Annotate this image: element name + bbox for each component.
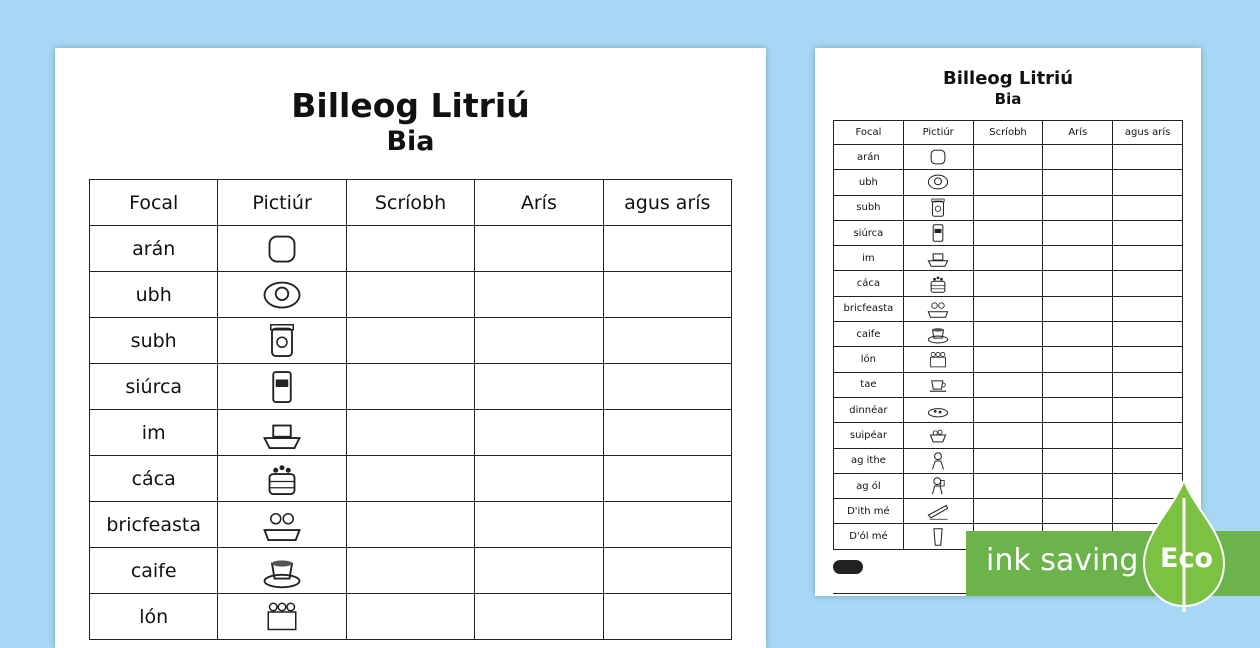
table-row xyxy=(834,372,1183,397)
again-cell[interactable] xyxy=(1043,271,1113,296)
again-and-again-cell[interactable] xyxy=(1113,397,1183,422)
picture-cell xyxy=(903,397,973,422)
table-row xyxy=(90,318,732,364)
write-cell[interactable] xyxy=(346,272,474,318)
supper-icon xyxy=(927,424,949,446)
column-header: Focal xyxy=(90,180,218,226)
again-cell[interactable] xyxy=(1043,473,1113,498)
column-header: Pictiúr xyxy=(218,180,346,226)
empty-plate-icon xyxy=(927,500,949,522)
worksheet-subtitle: Bia xyxy=(386,126,435,157)
worksheet-subtitle: Bia xyxy=(994,90,1022,108)
picture-cell xyxy=(218,456,346,502)
again-cell[interactable] xyxy=(1043,322,1113,347)
word-cell: bricfeasta xyxy=(90,502,218,548)
word-cell: suipéar xyxy=(834,423,904,448)
write-cell[interactable] xyxy=(346,410,474,456)
word-cell: im xyxy=(90,410,218,456)
drinking-icon xyxy=(927,475,949,497)
picture-cell xyxy=(903,246,973,271)
word-cell: dinnéar xyxy=(834,397,904,422)
again-and-again-cell[interactable] xyxy=(603,548,731,594)
column-header: Pictiúr xyxy=(903,121,973,145)
worksheet-title: Billeog Litriú xyxy=(291,86,530,125)
write-cell[interactable] xyxy=(973,397,1043,422)
picture-cell xyxy=(903,170,973,195)
table-row xyxy=(834,448,1183,473)
column-header: agus arís xyxy=(603,180,731,226)
picture-cell xyxy=(903,271,973,296)
write-cell[interactable] xyxy=(346,456,474,502)
coffee-icon xyxy=(262,551,302,591)
again-and-again-cell[interactable] xyxy=(1113,170,1183,195)
again-and-again-cell[interactable] xyxy=(1113,448,1183,473)
word-cell: caife xyxy=(834,322,904,347)
write-cell[interactable] xyxy=(973,145,1043,170)
sugar-packet-icon xyxy=(927,222,949,244)
ink-saving-label: ink saving xyxy=(986,543,1139,578)
worksheet-preview-large xyxy=(55,48,766,648)
again-cell[interactable] xyxy=(1043,170,1113,195)
table-row xyxy=(834,170,1183,195)
jam-jar-icon xyxy=(262,321,302,361)
word-cell: cáca xyxy=(90,456,218,502)
again-cell[interactable] xyxy=(1043,423,1113,448)
word-cell: D'ól mé xyxy=(834,524,904,549)
table-row xyxy=(90,594,732,640)
again-cell[interactable] xyxy=(1043,246,1113,271)
write-cell[interactable] xyxy=(973,246,1043,271)
lunch-icon xyxy=(927,349,949,371)
write-cell[interactable] xyxy=(973,372,1043,397)
write-cell[interactable] xyxy=(973,170,1043,195)
picture-cell xyxy=(218,410,346,456)
again-cell[interactable] xyxy=(475,318,603,364)
again-and-again-cell[interactable] xyxy=(1113,246,1183,271)
again-and-again-cell[interactable] xyxy=(603,226,731,272)
write-cell[interactable] xyxy=(973,271,1043,296)
write-cell[interactable] xyxy=(973,195,1043,220)
sugar-packet-icon xyxy=(262,367,302,407)
picture-cell xyxy=(903,195,973,220)
spelling-table xyxy=(833,120,1183,550)
again-and-again-cell[interactable] xyxy=(603,456,731,502)
write-cell[interactable] xyxy=(346,502,474,548)
table-row xyxy=(834,322,1183,347)
again-and-again-cell[interactable] xyxy=(1113,145,1183,170)
again-cell[interactable] xyxy=(1043,397,1113,422)
table-row xyxy=(90,548,732,594)
picture-cell xyxy=(218,594,346,640)
spelling-table xyxy=(89,179,732,640)
word-cell: tae xyxy=(834,372,904,397)
picture-cell xyxy=(903,423,973,448)
again-cell[interactable] xyxy=(475,456,603,502)
table-row xyxy=(834,397,1183,422)
jam-jar-icon xyxy=(927,197,949,219)
picture-cell xyxy=(903,524,973,549)
again-cell[interactable] xyxy=(475,502,603,548)
write-cell[interactable] xyxy=(973,220,1043,245)
again-and-again-cell[interactable] xyxy=(603,410,731,456)
word-cell: ubh xyxy=(834,170,904,195)
word-cell: ag ól xyxy=(834,473,904,498)
column-header: Focal xyxy=(834,121,904,145)
word-cell: caife xyxy=(90,548,218,594)
again-and-again-cell[interactable] xyxy=(1113,423,1183,448)
teacup-icon xyxy=(927,374,949,396)
table-row xyxy=(90,502,732,548)
word-cell: arán xyxy=(90,226,218,272)
again-and-again-cell[interactable] xyxy=(1113,195,1183,220)
table-row xyxy=(834,296,1183,321)
breakfast-icon xyxy=(262,505,302,545)
again-cell[interactable] xyxy=(1043,220,1113,245)
column-header: Arís xyxy=(1043,121,1113,145)
empty-glass-icon xyxy=(927,526,949,548)
picture-cell xyxy=(903,322,973,347)
dinner-icon xyxy=(927,399,949,421)
worksheet-title: Billeog Litriú xyxy=(942,68,1074,89)
table-row xyxy=(90,456,732,502)
lunch-icon xyxy=(262,597,302,637)
again-and-again-cell[interactable] xyxy=(1113,296,1183,321)
write-cell[interactable] xyxy=(346,226,474,272)
table-row xyxy=(90,226,732,272)
picture-cell xyxy=(903,499,973,524)
column-header: Scríobh xyxy=(346,180,474,226)
write-cell[interactable] xyxy=(973,296,1043,321)
again-cell[interactable] xyxy=(475,272,603,318)
again-and-again-cell[interactable] xyxy=(1113,372,1183,397)
write-cell[interactable] xyxy=(973,473,1043,498)
word-cell: siúrca xyxy=(90,364,218,410)
again-and-again-cell[interactable] xyxy=(603,502,731,548)
again-cell[interactable] xyxy=(475,364,603,410)
picture-cell xyxy=(903,220,973,245)
again-cell[interactable] xyxy=(1043,499,1113,524)
word-cell: siúrca xyxy=(834,220,904,245)
picture-cell xyxy=(218,272,346,318)
column-header: Scríobh xyxy=(973,121,1043,145)
word-cell: arán xyxy=(834,145,904,170)
picture-cell xyxy=(218,548,346,594)
table-row xyxy=(90,272,732,318)
again-cell[interactable] xyxy=(475,226,603,272)
breakfast-icon xyxy=(927,298,949,320)
picture-cell xyxy=(903,372,973,397)
again-and-again-cell[interactable] xyxy=(1113,220,1183,245)
again-cell[interactable] xyxy=(1043,145,1113,170)
table-row xyxy=(834,220,1183,245)
write-cell[interactable] xyxy=(973,448,1043,473)
table-row xyxy=(834,145,1183,170)
again-cell[interactable] xyxy=(475,594,603,640)
word-cell: bricfeasta xyxy=(834,296,904,321)
table-row xyxy=(834,271,1183,296)
bread-icon xyxy=(927,146,949,168)
again-and-again-cell[interactable] xyxy=(603,318,731,364)
word-cell: subh xyxy=(834,195,904,220)
word-cell: D'ith mé xyxy=(834,499,904,524)
write-cell[interactable] xyxy=(346,594,474,640)
column-header: agus arís xyxy=(1113,121,1183,145)
word-cell: im xyxy=(834,246,904,271)
table-row xyxy=(834,423,1183,448)
write-cell[interactable] xyxy=(346,548,474,594)
again-and-again-cell[interactable] xyxy=(1113,347,1183,372)
write-cell[interactable] xyxy=(973,499,1043,524)
publisher-logo xyxy=(833,560,863,574)
write-cell[interactable] xyxy=(346,318,474,364)
again-and-again-cell[interactable] xyxy=(1113,271,1183,296)
again-cell[interactable] xyxy=(475,410,603,456)
again-and-again-cell[interactable] xyxy=(603,364,731,410)
coffee-icon xyxy=(927,323,949,345)
table-row xyxy=(834,347,1183,372)
picture-cell xyxy=(218,502,346,548)
table-row xyxy=(834,195,1183,220)
again-cell[interactable] xyxy=(475,548,603,594)
word-cell: ag ithe xyxy=(834,448,904,473)
cake-icon xyxy=(927,273,949,295)
word-cell: lón xyxy=(834,347,904,372)
butter-icon xyxy=(927,247,949,269)
write-cell[interactable] xyxy=(346,364,474,410)
table-row xyxy=(90,410,732,456)
word-cell: ubh xyxy=(90,272,218,318)
picture-cell xyxy=(218,226,346,272)
column-header: Arís xyxy=(475,180,603,226)
egg-icon xyxy=(927,171,949,193)
table-row xyxy=(834,246,1183,271)
again-cell[interactable] xyxy=(1043,296,1113,321)
word-cell: lón xyxy=(90,594,218,640)
word-cell: subh xyxy=(90,318,218,364)
egg-icon xyxy=(262,275,302,315)
cake-icon xyxy=(262,459,302,499)
picture-cell xyxy=(903,296,973,321)
word-cell: cáca xyxy=(834,271,904,296)
again-cell[interactable] xyxy=(1043,347,1113,372)
eating-icon xyxy=(927,450,949,472)
table-row xyxy=(834,499,1183,524)
again-cell[interactable] xyxy=(1043,372,1113,397)
picture-cell xyxy=(218,318,346,364)
again-and-again-cell[interactable] xyxy=(603,272,731,318)
again-and-again-cell[interactable] xyxy=(1113,322,1183,347)
picture-cell xyxy=(903,347,973,372)
table-row xyxy=(834,473,1183,498)
write-cell[interactable] xyxy=(973,322,1043,347)
picture-cell xyxy=(903,145,973,170)
eco-label: Eco xyxy=(1160,543,1213,574)
bread-icon xyxy=(262,229,302,269)
butter-icon xyxy=(262,413,302,453)
picture-cell xyxy=(903,448,973,473)
write-cell[interactable] xyxy=(973,347,1043,372)
picture-cell xyxy=(903,473,973,498)
again-and-again-cell[interactable] xyxy=(603,594,731,640)
write-cell[interactable] xyxy=(973,423,1043,448)
again-cell[interactable] xyxy=(1043,448,1113,473)
again-cell[interactable] xyxy=(1043,195,1113,220)
picture-cell xyxy=(218,364,346,410)
table-row xyxy=(90,364,732,410)
